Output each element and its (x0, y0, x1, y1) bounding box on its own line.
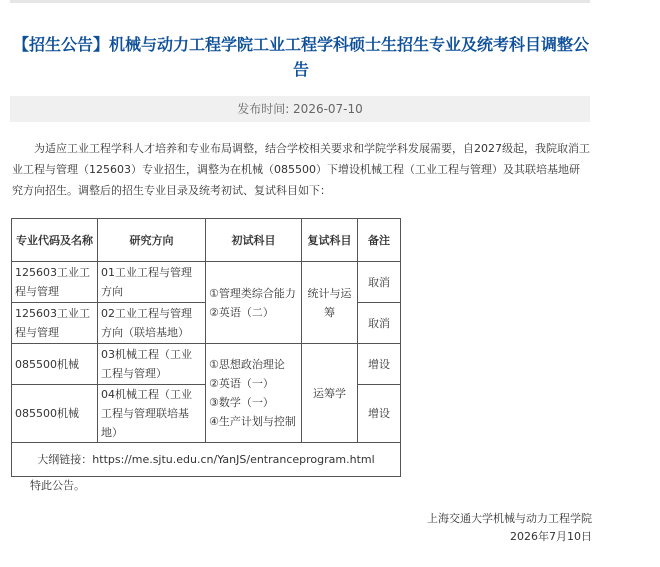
cell-exam-group2 (206, 344, 302, 443)
cell-exam-group1 (206, 262, 302, 344)
header-direction: 研究方向 (98, 219, 206, 262)
header-exam: 初试科目 (206, 219, 302, 262)
exam-item: ④生产计划与控制 (209, 415, 296, 428)
syllabus-link[interactable]: 大纲链接：https://me.sjtu.edu.cn/YanJS/entranceprogram.html (12, 443, 401, 477)
cell-note: 取消 (358, 262, 401, 303)
cell-program: 085500机械 (12, 385, 98, 443)
cell-retest-group2: 运筹学 (302, 344, 358, 443)
page-title: 【招生公告】机械与动力工程学院工业工程学科硕士生招生专业及统考科目调整公告 (12, 35, 589, 79)
cell-direction: 01工业工程与管理方向 (98, 262, 206, 303)
top-divider (10, 0, 590, 3)
exam-item: ③数学（一） (209, 396, 274, 409)
table-row (12, 262, 401, 303)
publish-date-bar (10, 96, 590, 122)
signature-org: 上海交通大学机械与动力工程学院 (427, 512, 592, 525)
cell-note: 取消 (358, 303, 401, 344)
cell-direction: 02工业工程与管理方向（联培基地） (98, 303, 206, 344)
cell-note: 增设 (358, 385, 401, 443)
exam-item: ①思想政治理论 (209, 358, 285, 371)
cell-program: 125603工业工程与管理 (12, 262, 98, 303)
header-retest: 复试科目 (302, 219, 358, 262)
publish-date: 发布时间: 2026-07-10 (237, 102, 363, 116)
signature-date: 2026年7月10日 (510, 530, 592, 543)
header-note: 备注 (358, 219, 401, 262)
table-header-row (12, 219, 401, 262)
cell-program: 085500机械 (12, 344, 98, 385)
table-row (12, 344, 401, 385)
cell-direction: 03机械工程（工业工程与管理） (98, 344, 206, 385)
header-program: 专业代码及名称 (12, 219, 98, 262)
cell-direction: 04机械工程（工业工程与管理联培基地） (98, 385, 206, 443)
table-link-row (12, 443, 401, 477)
exam-item: ②英语（一） (209, 377, 274, 390)
program-table (11, 218, 401, 477)
cell-retest-group1: 统计与运筹 (302, 262, 358, 344)
exam-item: ②英语（二） (209, 305, 274, 319)
intro-paragraph: 为适应工业工程学科人才培养和专业布局调整，结合学校相关要求和学院学科发展需要，自2027级起，我院取消工业工程与管理（125603）专业招生，调整为在机械（085500）下增设机械工程（工业工程与管理）及其联培基地研究方向招生。调整后的招生专业目录及统考初试、复试科目如下： (12, 142, 590, 197)
exam-item: ①管理类综合能力 (209, 286, 296, 300)
cell-note: 增设 (358, 344, 401, 385)
cell-program: 125603工业工程与管理 (12, 303, 98, 344)
closing-text: 特此公告。 (30, 479, 85, 492)
